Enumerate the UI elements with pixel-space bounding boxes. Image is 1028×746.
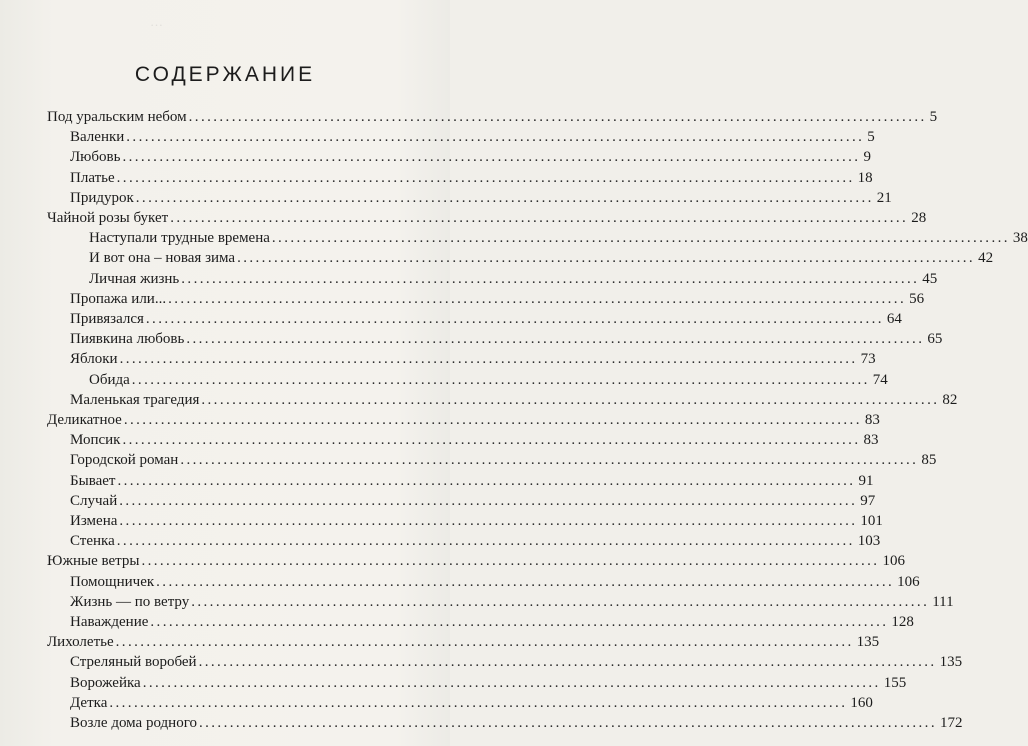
toc-entry: [47, 107, 938, 127]
toc-entry-title: Лихолетье: [47, 634, 114, 651]
toc-entry: [89, 370, 888, 390]
toc-entry-page-number: 21: [876, 189, 892, 206]
toc-entry-title: Пиявкина любовь: [70, 331, 185, 348]
toc-entry-page-number: 5: [867, 129, 875, 146]
toc-entry: [70, 592, 954, 612]
toc-entry-title: Помощничек: [70, 573, 155, 590]
toc-entry-page-number: 74: [872, 371, 888, 388]
toc-entry-page-number: 64: [886, 311, 902, 327]
toc-leader-dots: ........................................................................................................................: [119, 492, 858, 509]
toc-entry: [70, 309, 902, 329]
toc-entry-page-number: 73: [860, 351, 876, 368]
toc-entry-page-number: 111: [932, 593, 954, 610]
toc-entry-title: Стреляный воробей: [70, 654, 197, 671]
toc-leader-dots: ........................................................................................................................: [168, 290, 907, 307]
toc-leader-dots: ........................................................................................................................: [156, 573, 895, 590]
toc-entry-title: Пропажа или...: [70, 290, 167, 307]
toc-leader-dots: ........................................................................................................................: [237, 250, 976, 267]
toc-leader-dots: ........................................................................................................................: [198, 654, 937, 671]
toc-entry-page-number: 18: [857, 169, 873, 186]
toc-entry-page-number: 83: [863, 432, 879, 449]
toc-entry-title: Детка: [70, 694, 108, 711]
toc-entry-title: Мопсик: [70, 432, 121, 449]
toc-entry-title: Придурок: [70, 189, 134, 206]
toc-entry: [70, 430, 879, 450]
toc-entry-title: Наступали трудные времена: [89, 230, 270, 247]
toc-entry: [70, 450, 937, 470]
page-title: СОДЕРЖАНИЕ: [134, 63, 316, 86]
toc-entry: [89, 269, 938, 289]
toc-entry: [70, 188, 892, 208]
toc-leader-dots: ........................................................................................................................: [123, 412, 862, 428]
toc-entry: [70, 390, 958, 410]
toc-entry-title: И вот она – новая зима: [89, 250, 236, 267]
toc-leader-dots: ........................................................................................................................: [141, 553, 880, 570]
toc-entry: [70, 511, 883, 531]
toc-entry-page-number: 172: [939, 715, 963, 731]
toc-leader-dots: ........................................................................................................................: [180, 452, 919, 469]
toc-entry-title: Наваждение: [70, 614, 149, 630]
toc-entry-title: Ворожейка: [70, 674, 141, 691]
toc-leader-dots: ........................................................................................................................: [201, 391, 940, 408]
toc-entry: [70, 168, 873, 188]
toc-entry-title: Возле дома родного: [70, 715, 197, 731]
toc-entry-title: Личная жизнь: [89, 270, 180, 287]
toc-entry-title: Привязался: [70, 311, 144, 327]
toc-leader-dots: ........................................................................................................................: [116, 169, 855, 186]
toc-entry-page-number: 106: [897, 573, 920, 590]
toc-entry-title: Яблоки: [70, 351, 118, 368]
toc-entry-page-number: 56: [909, 290, 925, 307]
toc-entry-page-number: 9: [863, 149, 871, 166]
toc-entry: [70, 147, 871, 167]
toc-entry: [70, 652, 963, 672]
toc-leader-dots: ........................................................................................................................: [170, 210, 909, 226]
toc-leader-dots: ........................................................................................................................: [117, 472, 856, 489]
toc-entry-page-number: 38: [1012, 230, 1028, 247]
toc-entry-page-number: 97: [860, 492, 876, 509]
toc-entry-title: Стенка: [70, 533, 115, 550]
toc-leader-dots: ........................................................................................................................: [122, 432, 861, 449]
toc-leader-dots: ........................................................................................................................: [188, 109, 927, 125]
toc-entry: [70, 531, 881, 551]
toc-entry: [70, 673, 907, 693]
toc-leader-dots: ........................................................................................................................: [181, 270, 920, 287]
toc-entry-page-number: 128: [891, 614, 914, 630]
toc-entry-title: Городской роман: [70, 452, 179, 469]
toc-entry-title: Жизнь — по ветру: [70, 593, 190, 610]
toc-leader-dots: ........................................................................................................................: [131, 371, 870, 388]
toc-entry: [47, 208, 927, 228]
toc-entry-title: Южные ветры: [47, 553, 140, 570]
toc-entry-title: Под уральским небом: [47, 109, 187, 125]
toc-entry-page-number: 45: [922, 270, 938, 287]
toc-entry: [70, 349, 876, 369]
toc-entry-title: Валенки: [70, 129, 125, 146]
toc-entry-title: Измена: [70, 513, 118, 529]
toc-leader-dots: ........................................................................................................................: [198, 715, 937, 731]
toc-leader-dots: ........................................................................................................................: [186, 331, 925, 348]
toc-leader-dots: ........................................................................................................................: [145, 311, 884, 327]
toc-leader-dots: ........................................................................................................................: [191, 593, 930, 610]
toc-entry: [70, 713, 963, 733]
toc-leader-dots: ........................................................................................................................: [115, 634, 854, 651]
toc-entry: [47, 410, 880, 430]
toc-entry: [47, 632, 880, 652]
toc-entry-title: Платье: [70, 169, 115, 186]
toc-entry-page-number: 155: [883, 674, 907, 691]
toc-entry-title: Любовь: [70, 149, 121, 166]
toc-entry-page-number: 135: [939, 654, 963, 671]
toc-entry-page-number: 135: [856, 634, 880, 651]
toc-entry: [70, 329, 943, 349]
toc-entry: [47, 551, 905, 571]
toc-entry: [70, 612, 914, 632]
toc-leader-dots: ........................................................................................................................: [150, 614, 889, 630]
toc-entry: [70, 491, 876, 511]
toc-entry: [70, 572, 920, 592]
toc-entry-page-number: 65: [927, 331, 943, 348]
toc-entry-page-number: 106: [882, 553, 905, 570]
toc-entry-title: Маленькая трагедия: [70, 391, 200, 408]
toc-leader-dots: ........................................................................................................................: [119, 351, 858, 368]
toc-entry-title: Обида: [89, 371, 130, 388]
toc-entry: [70, 471, 874, 491]
toc-entry-title: Случай: [70, 492, 118, 509]
toc-entry: [70, 127, 875, 147]
toc-entry-page-number: 85: [921, 452, 937, 469]
toc-leader-dots: ........................................................................................................................: [135, 189, 874, 206]
toc-leader-dots: ........................................................................................................................: [116, 533, 855, 550]
toc-entry: [70, 289, 925, 309]
toc-entry-page-number: 28: [911, 210, 927, 226]
toc-entry: [89, 228, 1028, 248]
toc-entry-page-number: 103: [857, 533, 881, 550]
toc-entry-page-number: 42: [978, 250, 994, 267]
toc-entry-page-number: 101: [860, 513, 883, 529]
toc-entry-page-number: 83: [864, 412, 880, 428]
toc-entry-title: Деликатное: [47, 412, 122, 428]
show-through-texture: …: [150, 14, 163, 29]
toc-leader-dots: ........................................................................................................................: [142, 674, 881, 691]
toc-leader-dots: ........................................................................................................................: [109, 694, 848, 711]
table-of-contents: [0, 107, 1028, 731]
toc-entry: [89, 248, 994, 268]
toc-leader-dots: ........................................................................................................................: [122, 149, 861, 166]
toc-entry-page-number: 5: [929, 109, 938, 125]
toc-entry: [70, 693, 873, 713]
toc-entry-page-number: 91: [858, 472, 874, 489]
toc-entry-page-number: 160: [850, 694, 873, 711]
toc-entry-page-number: 82: [942, 391, 958, 408]
toc-entry-title: Бывает: [70, 472, 116, 489]
toc-leader-dots: ........................................................................................................................: [126, 129, 865, 146]
toc-leader-dots: ........................................................................................................................: [119, 513, 858, 529]
toc-leader-dots: ........................................................................................................................: [271, 230, 1010, 247]
toc-entry-title: Чайной розы букет: [47, 210, 169, 226]
